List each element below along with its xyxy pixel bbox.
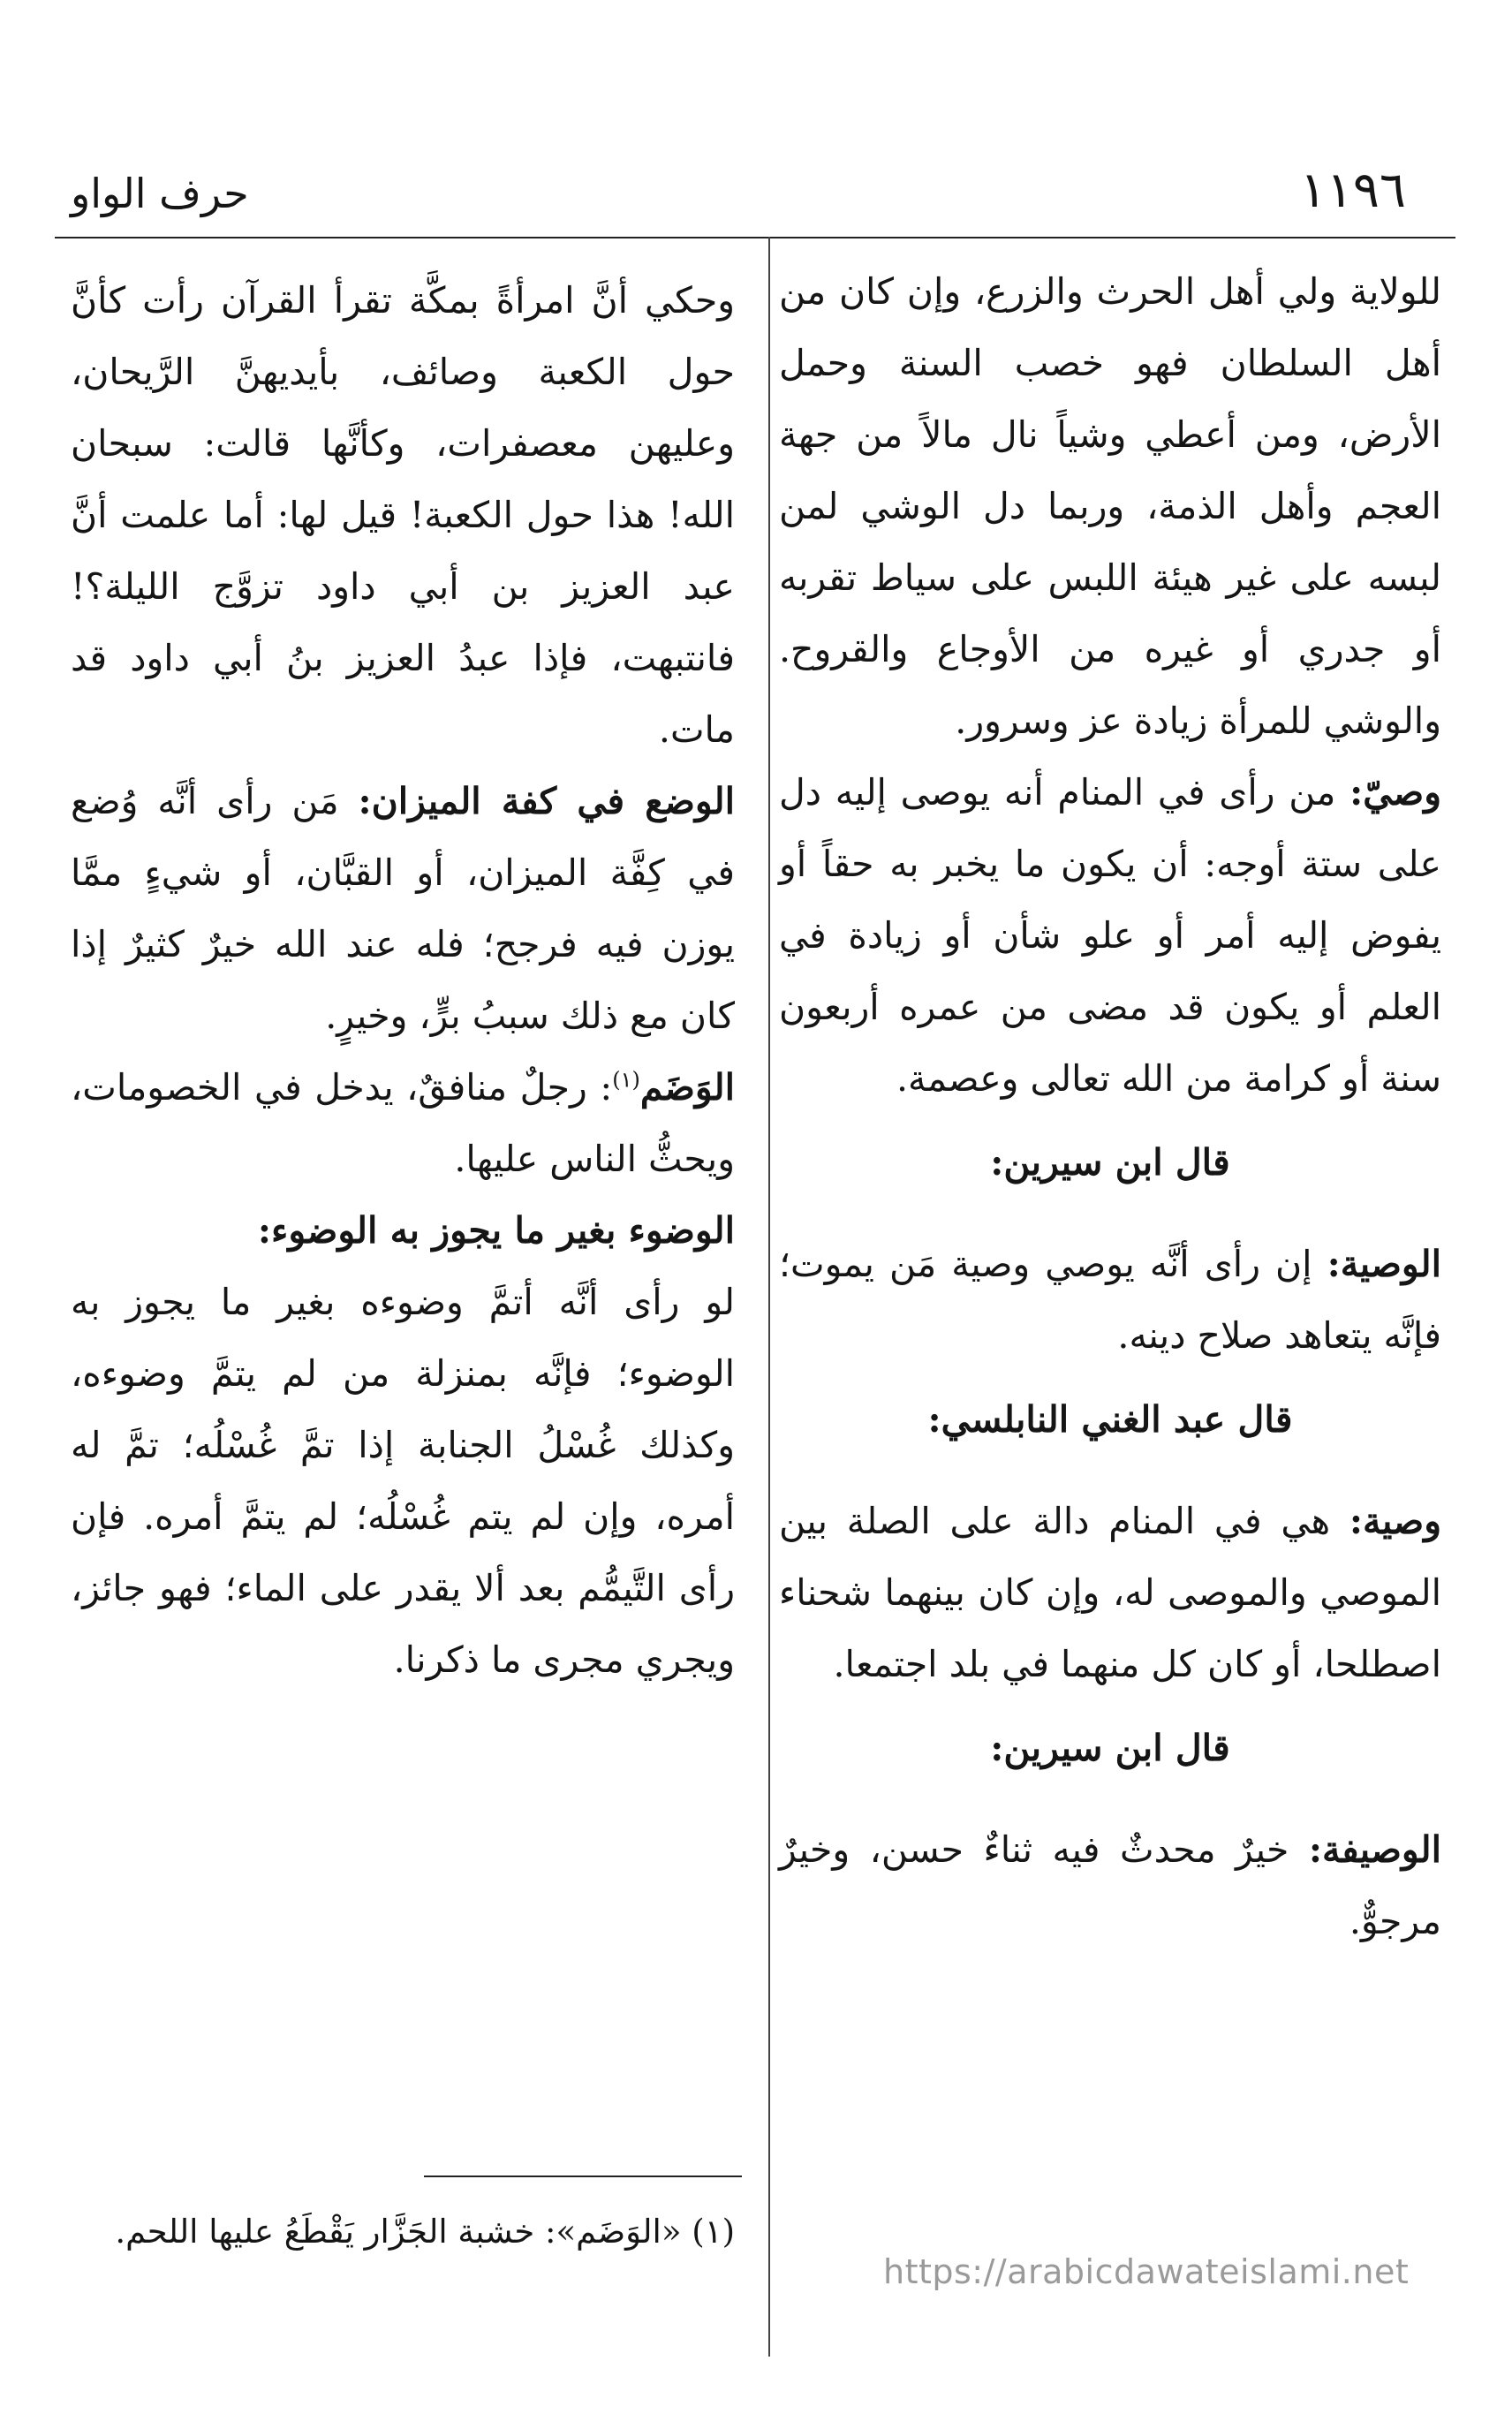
- header-rule: [55, 237, 1455, 238]
- subheading: قال ابن سيرين:: [990, 1141, 1230, 1184]
- entry-wad-mizan: [71, 766, 735, 1052]
- footnote-ref: (١): [612, 1067, 640, 1093]
- entry-wudu: [71, 1195, 735, 1696]
- paragraph: للولاية ولي أهل الحرث والزرع، وإن كان من أهل السلطان فهو خصب السنة وحمل الأرض، ومن أعطي وشياً نال مالاً من جهة العجم وأهل الذمة، وربما دل الوشي لمن لبسه على غير هيئة اللبس على سياط تقربه أو جدري أو غيره من الأوجاع والقروح. والوشي للمرأة زيادة عز وسرور.: [779, 270, 1441, 742]
- entry-text: من رأى في المنام أنه يوصى إليه دل على ستة أوجه: أن يكون ما يخبر به حقاً أو يفوض إليه أمر أو علو شأن أو زيادة في العلم أو يكون قد مضى من عمره أربعون سنة أو كرامة من الله تعالى وعصمة.: [779, 771, 1441, 1100]
- left-column: [71, 265, 735, 1696]
- entry-wasiyya-2: [779, 1486, 1441, 1700]
- entry-label: الوصية:: [1327, 1243, 1441, 1285]
- subheading: قال ابن سيرين:: [990, 1727, 1230, 1769]
- subheading: قال عبد الغني النابلسي:: [927, 1398, 1293, 1441]
- footnote-marker: (١): [692, 2213, 735, 2251]
- entry-text: مَن رأى أنَّه وُضع في كِفَّة الميزان، أو القبَّان، أو شيءٍ ممَّا يوزن فيه فرجح؛ فله عند الله خيرٌ كثيرٌ إذا كان مع ذلك سببُ برٍّ، وخيرٍ.: [71, 780, 735, 1037]
- entry-wadam: [71, 1052, 735, 1195]
- footnote-text: «الوَضَم»: خشبة الجَزَّار يَقْطَعُ عليها اللحم.: [115, 2213, 692, 2251]
- footnote-rule: [424, 2176, 742, 2177]
- column-divider: [768, 237, 770, 2357]
- entry-wasifa: [779, 1814, 1441, 1957]
- footnote: [71, 2201, 735, 2263]
- entry-label: وصيّ:: [1349, 771, 1441, 813]
- watermark-url: https://arabicdawateislami.net: [883, 2252, 1410, 2291]
- entry-wasi: [779, 757, 1441, 1115]
- entry-label: وصية:: [1349, 1500, 1441, 1542]
- entry-wasiyya: [779, 1229, 1441, 1372]
- right-column: [779, 256, 1441, 1957]
- entry-text: لو رأى أنَّه أتمَّ وضوءه بغير ما يجوز به الوضوء؛ فإنَّه بمنزلة من لم يتمَّ وضوءه، وكذلك غُسْلُ الجنابة إذا تمَّ غُسْلُه؛ تمَّ له أمره، وإن لم يتم غُسْلُه؛ لم يتمَّ أمره. فإن رأى التَّيمُّم بعد ألا يقدر على الماء؛ فهو جائز، ويجري مجرى ما ذكرنا.: [71, 1281, 735, 1681]
- running-head: حرف الواو: [71, 170, 249, 217]
- entry-text: خيرٌ محدثٌ فيه ثناءٌ حسن، وخيرٌ مرجوٌّ.: [779, 1828, 1441, 1942]
- paragraph: وحكي أنَّ امرأةً بمكَّة تقرأ القرآن رأت كأنَّ حول الكعبة وصائف، بأيديهنَّ الرَّيحان، وعليهن معصفرات، وكأنَّها قالت: سبحان الله! هذا حول الكعبة! قيل لها: أما علمت أنَّ عبد العزيز بن أبي داود تزوَّج الليلة؟! فانتبهت، فإذا عبدُ العزيز بنُ أبي داود قد مات.: [71, 279, 735, 751]
- entry-label: الوَضَم: [639, 1066, 735, 1109]
- entry-text: : رجلٌ منافقٌ، يدخل في الخصومات، ويحثُّ الناس عليها.: [71, 1066, 735, 1180]
- entry-text: هي في المنام دالة على الصلة بين الموصي والموصى له، وإن كان بينهما شحناء اصطلحا، أو كان كل منهما في بلد اجتمعا.: [779, 1500, 1441, 1685]
- entry-label: الوضوء بغير ما يجوز به الوضوء:: [257, 1209, 735, 1252]
- page-number: ١١٩٦: [1299, 162, 1406, 219]
- entry-label: الوضع في كفة الميزان:: [358, 780, 735, 822]
- entry-label: الوصيفة:: [1308, 1828, 1441, 1871]
- entry-text: إن رأى أنَّه يوصي وصية مَن يموت؛ فإنَّه يتعاهد صلاح دينه.: [779, 1243, 1441, 1357]
